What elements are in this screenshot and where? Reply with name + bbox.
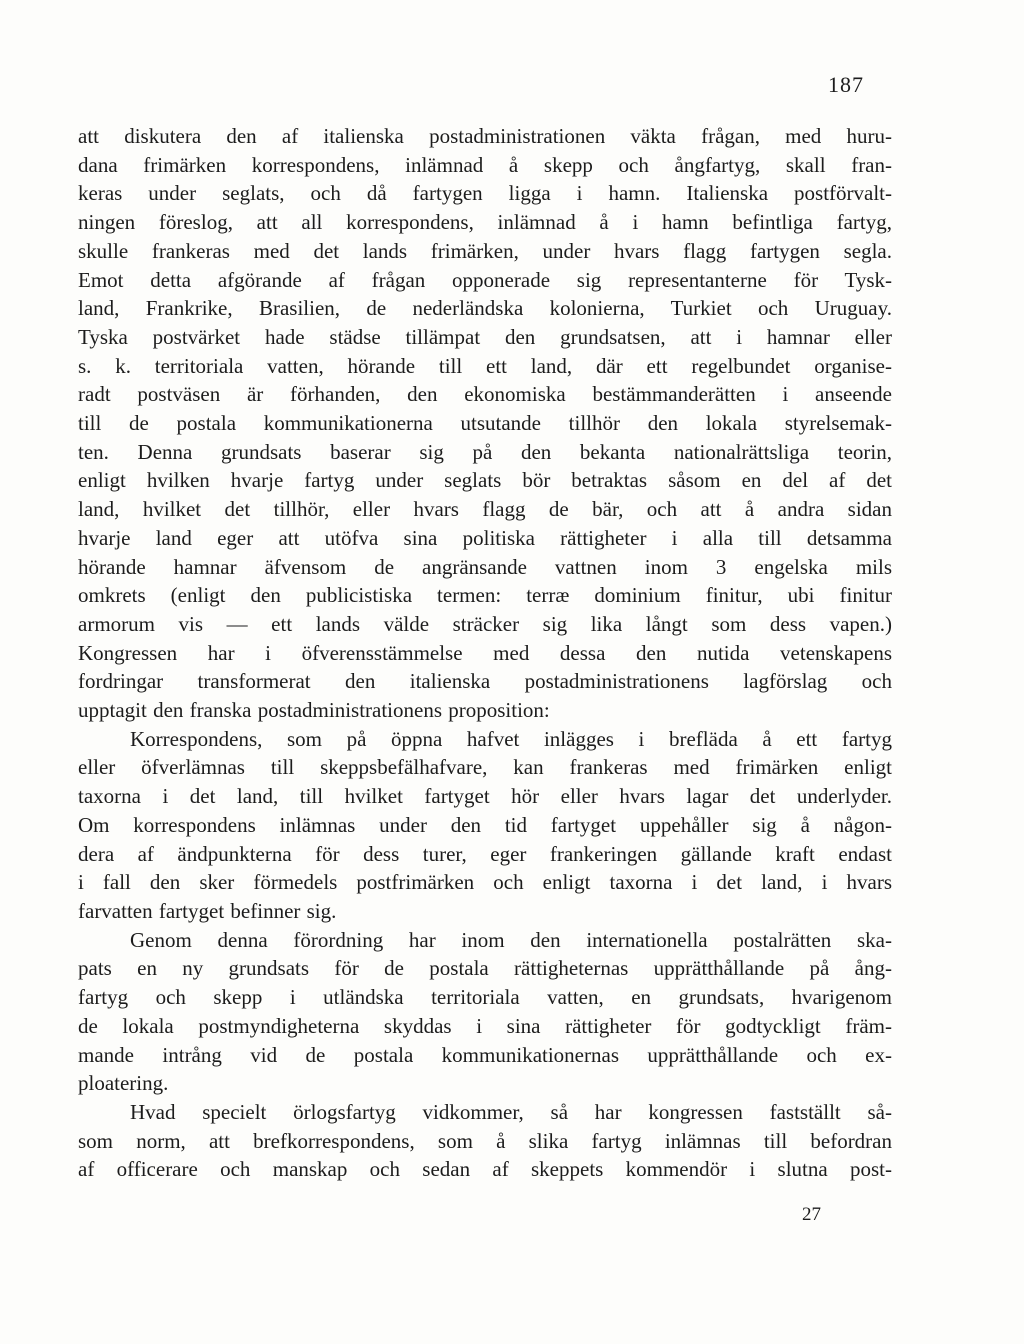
text-line: skulle frankeras med det lands frimärken, under hvars flagg fartygen segla. xyxy=(78,238,892,263)
text-line: pats en ny grundsats för de postala rättigheternas upprätthållande på ång- xyxy=(78,956,892,981)
text-line: Om korrespondens inlämnas under den tid fartyget uppehåller sig å någon- xyxy=(78,812,892,837)
text-line: till de postala kommunikationerna utsutande tillhör den lokala styrelsemak- xyxy=(78,411,892,436)
text-line: radt postväsen är förhanden, den ekonomiska bestämmanderätten i anseende xyxy=(78,382,892,407)
text-line: Kongressen har i öfverensstämmelse med dessa den nutida vetenskapens xyxy=(78,640,892,665)
text-line: att diskutera den af italienska postadministrationen väkta frågan, med huru- xyxy=(78,124,892,148)
page-number: 187 xyxy=(828,72,864,97)
text-line: Korrespondens, som på öppna hafvet inlägges i brefläda å ett fartyg xyxy=(130,726,892,751)
text-line: land, hvilket det tillhör, eller hvars flagg de bär, och att å andra sidan xyxy=(78,497,892,522)
text-line: land, Frankrike, Brasilien, de nederländska kolonierna, Turkiet och Uruguay. xyxy=(78,296,892,321)
text-line: fartyg och skepp i utländska territoriala vatten, en grundsats, hvarigenom xyxy=(78,985,892,1010)
text-line: eller öfverlämnas till skeppsbefälhafvare, kan frankeras med frimärken enligt xyxy=(78,755,892,780)
text-line: dana frimärken korrespondens, inlämnad å skepp och ångfartyg, skall fran- xyxy=(78,152,892,177)
text-line: som norm, att brefkorrespondens, som å slika fartyg inlämnas till befordran xyxy=(78,1128,892,1153)
text-line: i fall den sker förmedels postfrimärken och enligt taxorna i det land, i hvars xyxy=(78,870,892,895)
text-line: ten. Denna grundsats baserar sig på den bekanta nationalrättsliga teorin, xyxy=(78,439,892,464)
text-line: af officerare och manskap och sedan af skeppets kommendör i slutna post- xyxy=(78,1157,892,1182)
text-line: Emot detta afgörande af frågan opponerade sig representanterne för Tysk- xyxy=(78,267,892,292)
text-line: Genom denna förordning har inom den internationella postalrätten ska- xyxy=(130,927,892,952)
text-line: mande intrång vid de postala kommunikationernas upprätthållande och ex- xyxy=(78,1042,892,1067)
text-line: enligt hvilken hvarje fartyg under seglats bör betraktas såsom en del af det xyxy=(78,468,892,493)
text-line: omkrets (enligt den publicistiska termen: terræ dominium finitur, ubi finitur xyxy=(78,583,892,608)
text-line: upptagit den franska postadministrationens proposition: xyxy=(78,698,550,723)
text-line: farvatten fartyget befinner sig. xyxy=(78,898,337,923)
text-line: taxorna i det land, till hvilket fartyget hör eller hvars lagar det underlyder. xyxy=(78,784,892,809)
text-line: armorum vis — ett lands välde sträcker sig lika långt som dess vapen.) xyxy=(78,611,892,636)
text-line: hvarje land eger att utöfva sina politiska rättigheter i alla till detsamma xyxy=(78,525,892,550)
text-line: keras under seglats, och då fartygen ligga i hamn. Italienska postförvalt- xyxy=(78,181,892,206)
text-line: hörande hamnar äfvensom de angränsande vattnen inom 3 engelska mils xyxy=(78,554,892,579)
text-line: Hvad specielt örlogsfartyg vidkommer, så har kongressen fastställt så- xyxy=(130,1099,892,1124)
text-line: de lokala postmyndigheterna skyddas i sina rättigheter för godtyckligt främ- xyxy=(78,1013,892,1038)
body-text xyxy=(78,122,892,1184)
text-line: fordringar transformerat den italienska postadministrationens lagförslag och xyxy=(78,669,892,694)
signature-mark: 27 xyxy=(802,1204,821,1225)
text-line: Tyska postvärket hade städse tillämpat den grundsatsen, att i hamnar eller xyxy=(78,324,892,349)
text-line: s. k. territoriala vatten, hörande till ett land, där ett regelbundet organise- xyxy=(78,353,892,378)
text-line: dera af ändpunkterna för dess turer, eger frankeringen gällande kraft endast xyxy=(78,841,892,866)
text-line: ningen föreslog, att all korrespondens, inlämnad å i hamn befintliga fartyg, xyxy=(78,210,892,235)
text-line: ploatering. xyxy=(78,1071,169,1096)
